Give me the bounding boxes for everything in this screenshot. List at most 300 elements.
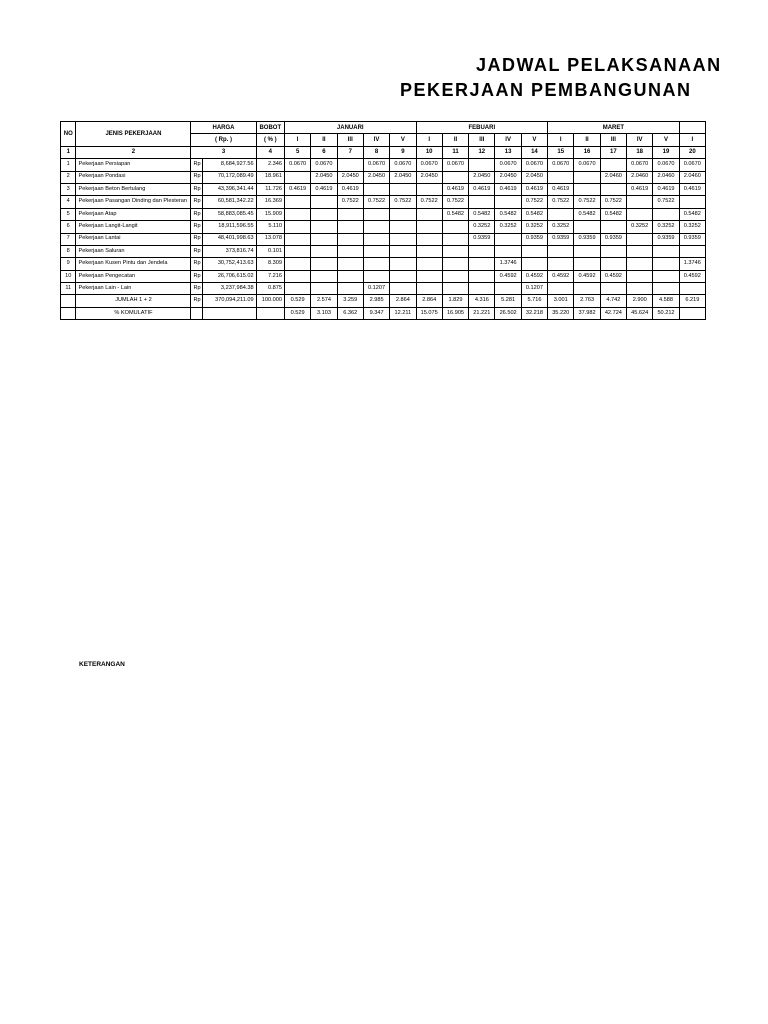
column-number: 7: [337, 146, 363, 158]
row-no: [61, 295, 76, 307]
header-week: I: [548, 134, 574, 146]
row-week-value: 0.5482: [442, 208, 468, 220]
row-week-value: 2.0460: [600, 171, 626, 183]
row-no: 11: [61, 283, 76, 295]
row-week-value: [627, 283, 653, 295]
row-week-value: [600, 245, 626, 257]
row-week-value: [311, 233, 337, 245]
row-week-value: 0.7522: [574, 196, 600, 208]
row-week-value: [363, 258, 389, 270]
column-number: 13: [495, 146, 521, 158]
row-week-value: 0.9359: [600, 233, 626, 245]
row-week-value: [679, 196, 705, 208]
row-week-value: 1.3746: [679, 258, 705, 270]
total-week-value: 2.574: [311, 295, 337, 307]
total-week-value: 5.281: [495, 295, 521, 307]
row-week-value: 0.9359: [548, 233, 574, 245]
row-week-value: [442, 221, 468, 233]
row-week-value: [284, 283, 310, 295]
row-bobot: 7.216: [256, 270, 284, 282]
row-week-value: [363, 270, 389, 282]
row-week-value: [363, 208, 389, 220]
row-week-value: [574, 258, 600, 270]
row-harga: 3,237,984.38: [202, 283, 256, 295]
row-harga: 8,684,927.56: [202, 159, 256, 171]
header-month: MARET: [548, 122, 680, 134]
row-week-value: [337, 233, 363, 245]
total-week-value: 2.900: [627, 295, 653, 307]
row-week-value: [574, 245, 600, 257]
row-week-value: [284, 233, 310, 245]
header-week: I: [416, 134, 442, 146]
row-name: Pekerjaan Pasangan Dinding dan Plesteran: [76, 196, 191, 208]
header-week: V: [521, 134, 547, 146]
header-week: II: [442, 134, 468, 146]
table-cell: [202, 307, 256, 319]
total-week-value: 5.716: [521, 295, 547, 307]
row-week-value: [442, 171, 468, 183]
column-number: 16: [574, 146, 600, 158]
total-week-value: 1.829: [442, 295, 468, 307]
row-no: 9: [61, 258, 76, 270]
row-harga: 30,752,413.63: [202, 258, 256, 270]
row-week-value: [416, 221, 442, 233]
row-week-value: [469, 283, 495, 295]
row-week-value: 0.0670: [627, 159, 653, 171]
row-week-value: 0.4592: [600, 270, 626, 282]
row-week-value: [548, 258, 574, 270]
row-week-value: 0.3252: [495, 221, 521, 233]
row-week-value: 2.0450: [311, 171, 337, 183]
row-week-value: [390, 245, 416, 257]
cumulative-week-value: 16.905: [442, 307, 468, 319]
row-week-value: 0.0670: [284, 159, 310, 171]
header-month: FEBUARI: [416, 122, 548, 134]
header-week: V: [653, 134, 679, 146]
column-number: 10: [416, 146, 442, 158]
page-subtitle: PEKERJAAN PEMBANGUNAN: [400, 80, 692, 100]
row-week-value: [600, 283, 626, 295]
table-row: [61, 183, 706, 195]
cumulative-week-value: 21.221: [469, 307, 495, 319]
row-week-value: 0.4619: [653, 183, 679, 195]
cumulative-label: % KOMULATIF: [76, 307, 191, 319]
row-week-value: 0.4592: [679, 270, 705, 282]
header-week: III: [337, 134, 363, 146]
row-week-value: [416, 258, 442, 270]
row-week-value: 0.9359: [574, 233, 600, 245]
row-currency: Rp: [191, 258, 202, 270]
row-week-value: [337, 270, 363, 282]
row-week-value: 0.4619: [284, 183, 310, 195]
row-currency: Rp: [191, 245, 202, 257]
row-week-value: [442, 270, 468, 282]
row-bobot: 0.101: [256, 245, 284, 257]
row-week-value: 0.0670: [679, 159, 705, 171]
header-week: III: [469, 134, 495, 146]
row-name: Pekerjaan Kusen Pintu dan Jendela: [76, 258, 191, 270]
total-week-value: 4.588: [653, 295, 679, 307]
row-no: [61, 307, 76, 319]
total-week-value: 2.864: [390, 295, 416, 307]
row-currency: Rp: [191, 171, 202, 183]
column-number: 17: [600, 146, 626, 158]
row-week-value: 0.0670: [416, 159, 442, 171]
cumulative-week-value: 12.211: [390, 307, 416, 319]
total-week-value: 3.259: [337, 295, 363, 307]
row-week-value: 0.4619: [521, 183, 547, 195]
row-bobot: 11.726: [256, 183, 284, 195]
row-week-value: [521, 258, 547, 270]
total-week-value: 6.219: [679, 295, 705, 307]
row-week-value: 0.1207: [363, 283, 389, 295]
column-number: 4: [256, 146, 284, 158]
row-week-value: [363, 245, 389, 257]
table-row: [61, 208, 706, 220]
row-week-value: [416, 208, 442, 220]
table-row: [61, 159, 706, 171]
row-week-value: [627, 245, 653, 257]
row-week-value: 0.7522: [442, 196, 468, 208]
row-no: 7: [61, 233, 76, 245]
row-week-value: 0.3252: [653, 221, 679, 233]
row-week-value: [442, 245, 468, 257]
row-week-value: [337, 283, 363, 295]
cumulative-week-value: 32.218: [521, 307, 547, 319]
cumulative-week-value: 37.982: [574, 307, 600, 319]
column-number: 14: [521, 146, 547, 158]
table-row: [61, 270, 706, 282]
row-week-value: 0.3252: [627, 221, 653, 233]
row-currency: Rp: [191, 208, 202, 220]
row-week-value: [311, 245, 337, 257]
row-no: 2: [61, 171, 76, 183]
schedule-table-container: [60, 121, 706, 320]
cumulative-week-value: 15.075: [416, 307, 442, 319]
row-week-value: 0.4619: [627, 183, 653, 195]
row-week-value: 1.3746: [495, 258, 521, 270]
table-row: [61, 196, 706, 208]
row-week-value: [390, 221, 416, 233]
row-week-value: 0.7522: [416, 196, 442, 208]
total-week-value: 2.985: [363, 295, 389, 307]
row-week-value: [390, 183, 416, 195]
row-name: Pekerjaan Lantai: [76, 233, 191, 245]
row-week-value: 0.9359: [679, 233, 705, 245]
row-week-value: [495, 233, 521, 245]
row-week-value: 0.7522: [337, 196, 363, 208]
row-name: Pekerjaan Lain - Lain: [76, 283, 191, 295]
row-currency: Rp: [191, 270, 202, 282]
column-number: 9: [390, 146, 416, 158]
row-week-value: [600, 159, 626, 171]
row-week-value: 0.7522: [363, 196, 389, 208]
row-name: Pekerjaan Pengecatan: [76, 270, 191, 282]
column-number: 3: [191, 146, 256, 158]
row-week-value: [311, 258, 337, 270]
row-currency: Rp: [191, 221, 202, 233]
row-week-value: [627, 233, 653, 245]
row-week-value: [574, 221, 600, 233]
row-week-value: [600, 221, 626, 233]
header-week: V: [390, 134, 416, 146]
row-week-value: 0.4619: [548, 183, 574, 195]
total-week-value: 4.316: [469, 295, 495, 307]
row-week-value: [337, 159, 363, 171]
row-week-value: 0.7522: [521, 196, 547, 208]
row-bobot: 2.346: [256, 159, 284, 171]
cumulative-week-value: 3.103: [311, 307, 337, 319]
row-harga: 60,581,342.22: [202, 196, 256, 208]
row-week-value: [627, 258, 653, 270]
row-week-value: [284, 208, 310, 220]
total-row: [61, 295, 706, 307]
row-currency: Rp: [191, 196, 202, 208]
column-number: 11: [442, 146, 468, 158]
schedule-table: [60, 121, 706, 320]
row-week-value: [679, 245, 705, 257]
row-currency: Rp: [191, 295, 202, 307]
row-week-value: [653, 258, 679, 270]
row-week-value: [311, 208, 337, 220]
table-row: [61, 233, 706, 245]
row-currency: Rp: [191, 283, 202, 295]
header-week: I: [284, 134, 310, 146]
row-bobot: 15.909: [256, 208, 284, 220]
total-harga: 370,094,211.09: [202, 295, 256, 307]
row-week-value: [495, 196, 521, 208]
row-no: 10: [61, 270, 76, 282]
row-week-value: [469, 258, 495, 270]
row-week-value: 2.0450: [469, 171, 495, 183]
row-bobot: 0.875: [256, 283, 284, 295]
row-week-value: 0.5482: [679, 208, 705, 220]
row-week-value: [442, 283, 468, 295]
row-week-value: [653, 283, 679, 295]
row-week-value: 0.3252: [548, 221, 574, 233]
row-week-value: [416, 283, 442, 295]
page-title: JADWAL PELAKSANAAN: [476, 55, 722, 75]
row-week-value: [416, 233, 442, 245]
row-week-value: [390, 258, 416, 270]
row-week-value: [442, 258, 468, 270]
total-bobot: 100.000: [256, 295, 284, 307]
row-harga: 48,401,998.63: [202, 233, 256, 245]
row-no: 3: [61, 183, 76, 195]
row-week-value: [521, 245, 547, 257]
table-row: [61, 221, 706, 233]
total-week-value: 3.001: [548, 295, 574, 307]
header-week: IV: [627, 134, 653, 146]
row-week-value: [311, 270, 337, 282]
row-week-value: [363, 233, 389, 245]
row-harga: 70,172,089.49: [202, 171, 256, 183]
row-week-value: 0.0670: [574, 159, 600, 171]
cumulative-week-value: 42.724: [600, 307, 626, 319]
row-no: 1: [61, 159, 76, 171]
row-week-value: 2.0460: [679, 171, 705, 183]
cumulative-week-value: 26.502: [495, 307, 521, 319]
row-week-value: [548, 171, 574, 183]
row-week-value: 0.0670: [548, 159, 574, 171]
row-week-value: [390, 283, 416, 295]
column-number: 18: [627, 146, 653, 158]
row-week-value: [284, 245, 310, 257]
row-week-value: [442, 233, 468, 245]
row-week-value: [627, 208, 653, 220]
row-week-value: 0.4619: [495, 183, 521, 195]
row-week-value: 0.5482: [600, 208, 626, 220]
row-week-value: [627, 270, 653, 282]
row-week-value: 0.9359: [521, 233, 547, 245]
row-week-value: 0.9359: [653, 233, 679, 245]
cumulative-week-value: 50.212: [653, 307, 679, 319]
row-week-value: 0.5482: [469, 208, 495, 220]
header-bobot-unit: ( % ): [256, 134, 284, 146]
row-week-value: [495, 245, 521, 257]
cumulative-week-value: 0.529: [284, 307, 310, 319]
row-no: 4: [61, 196, 76, 208]
row-currency: Rp: [191, 183, 202, 195]
row-name: Pekerjaan Atap: [76, 208, 191, 220]
row-week-value: [548, 283, 574, 295]
row-week-value: 0.0670: [521, 159, 547, 171]
row-name: Pekerjaan Saluran: [76, 245, 191, 257]
column-number: 19: [653, 146, 679, 158]
row-week-value: 0.4619: [469, 183, 495, 195]
row-week-value: [469, 270, 495, 282]
column-number: 2: [76, 146, 191, 158]
header-week: IV: [363, 134, 389, 146]
row-week-value: [363, 221, 389, 233]
column-number: 6: [311, 146, 337, 158]
row-week-value: [311, 221, 337, 233]
row-bobot: 5.110: [256, 221, 284, 233]
row-week-value: 2.0450: [521, 171, 547, 183]
row-week-value: [416, 270, 442, 282]
row-harga: 43,396,341.44: [202, 183, 256, 195]
row-week-value: [469, 159, 495, 171]
row-week-value: [284, 171, 310, 183]
row-week-value: 2.0460: [627, 171, 653, 183]
column-number: 12: [469, 146, 495, 158]
column-number: 20: [679, 146, 705, 158]
row-week-value: 0.0670: [653, 159, 679, 171]
row-week-value: [390, 233, 416, 245]
row-week-value: [653, 270, 679, 282]
row-week-value: [284, 221, 310, 233]
row-week-value: 0.5482: [574, 208, 600, 220]
row-week-value: 0.3252: [469, 221, 495, 233]
row-week-value: [337, 258, 363, 270]
row-week-value: 0.0670: [311, 159, 337, 171]
total-week-value: 4.742: [600, 295, 626, 307]
row-week-value: 0.4592: [574, 270, 600, 282]
header-bobot: BOBOT: [256, 122, 284, 134]
header-harga-unit: ( Rp. ): [191, 134, 256, 146]
row-week-value: [284, 270, 310, 282]
row-no: 5: [61, 208, 76, 220]
cumulative-week-value: [679, 307, 705, 319]
row-week-value: [653, 245, 679, 257]
row-week-value: 2.0460: [653, 171, 679, 183]
row-week-value: 2.0450: [495, 171, 521, 183]
row-harga: 373,816.74: [202, 245, 256, 257]
row-harga: 18,911,596.55: [202, 221, 256, 233]
row-week-value: 0.5482: [495, 208, 521, 220]
row-week-value: [469, 196, 495, 208]
row-week-value: 0.1207: [521, 283, 547, 295]
row-week-value: [574, 171, 600, 183]
cumulative-row: [61, 307, 706, 319]
header-jenis: JENIS PEKERJAAN: [76, 122, 191, 147]
row-week-value: [337, 221, 363, 233]
table-cell: [256, 307, 284, 319]
cumulative-week-value: 6.362: [337, 307, 363, 319]
row-bobot: 16.369: [256, 196, 284, 208]
row-week-value: 2.0450: [390, 171, 416, 183]
row-week-value: [284, 258, 310, 270]
row-week-value: [390, 270, 416, 282]
table-row: [61, 258, 706, 270]
row-week-value: [284, 196, 310, 208]
row-week-value: [363, 183, 389, 195]
column-number: 8: [363, 146, 389, 158]
table-row: [61, 283, 706, 295]
row-week-value: [627, 196, 653, 208]
row-week-value: 2.0450: [337, 171, 363, 183]
row-week-value: [574, 283, 600, 295]
row-name: Pekerjaan Pondasi: [76, 171, 191, 183]
row-week-value: 2.0450: [363, 171, 389, 183]
row-bobot: 13.078: [256, 233, 284, 245]
column-number: 1: [61, 146, 76, 158]
row-week-value: [416, 245, 442, 257]
row-week-value: 0.7522: [600, 196, 626, 208]
header-harga: HARGA: [191, 122, 256, 134]
row-week-value: [390, 208, 416, 220]
row-week-value: 0.9359: [469, 233, 495, 245]
row-bobot: 8.309: [256, 258, 284, 270]
header-week: I: [679, 134, 705, 146]
row-week-value: [311, 283, 337, 295]
column-number: 5: [284, 146, 310, 158]
row-week-value: [416, 183, 442, 195]
row-bobot: 18.961: [256, 171, 284, 183]
row-week-value: 0.4619: [311, 183, 337, 195]
table-row: [61, 245, 706, 257]
row-week-value: 0.4619: [442, 183, 468, 195]
row-week-value: [653, 208, 679, 220]
total-week-value: 2.864: [416, 295, 442, 307]
cumulative-week-value: 35.220: [548, 307, 574, 319]
row-name: Pekerjaan Langit-Langit: [76, 221, 191, 233]
table-cell: [191, 307, 202, 319]
header-no: NO: [61, 122, 76, 147]
row-week-value: [600, 183, 626, 195]
row-week-value: [600, 258, 626, 270]
column-number: 15: [548, 146, 574, 158]
row-week-value: 0.3252: [679, 221, 705, 233]
row-name: Pekerjaan Beton Bertulang: [76, 183, 191, 195]
total-week-value: 2.763: [574, 295, 600, 307]
row-week-value: [548, 245, 574, 257]
row-week-value: [337, 245, 363, 257]
header-week: III: [600, 134, 626, 146]
header-week: IV: [495, 134, 521, 146]
row-harga: 58,883,085.45: [202, 208, 256, 220]
row-week-value: 0.4619: [337, 183, 363, 195]
